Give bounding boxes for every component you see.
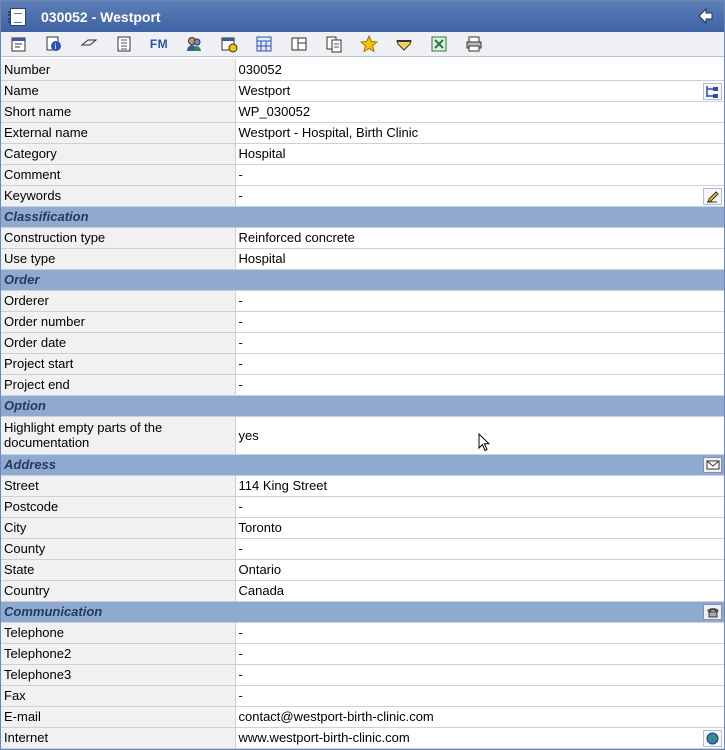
section-header-communication bbox=[1, 601, 724, 622]
field-value[interactable]: - bbox=[235, 290, 724, 311]
table-row bbox=[1, 643, 724, 664]
field-label: Postcode bbox=[1, 496, 235, 517]
table-row bbox=[1, 559, 724, 580]
field-label: E-mail bbox=[1, 706, 235, 727]
field-label: Construction type bbox=[1, 227, 235, 248]
field-label: Telephone bbox=[1, 622, 235, 643]
section-title: Communication bbox=[4, 603, 103, 619]
back-arrow-icon[interactable] bbox=[696, 7, 714, 25]
persons-icon[interactable] bbox=[184, 34, 204, 54]
table-row bbox=[1, 706, 724, 727]
properties-table bbox=[1, 59, 724, 749]
table-row bbox=[1, 685, 724, 706]
table-row bbox=[1, 164, 724, 185]
rename-icon[interactable] bbox=[79, 34, 99, 54]
layout-icon[interactable] bbox=[289, 34, 309, 54]
section-header-address bbox=[1, 454, 724, 475]
field-label: Keywords bbox=[1, 185, 235, 206]
field-value[interactable]: Reinforced concrete bbox=[235, 227, 724, 248]
favorite-star-icon[interactable] bbox=[359, 34, 379, 54]
gfk-export-icon[interactable] bbox=[429, 34, 449, 54]
field-value[interactable]: - bbox=[235, 664, 724, 685]
svg-text:i: i bbox=[54, 42, 57, 51]
field-value[interactable]: - bbox=[235, 374, 724, 395]
section-header-classification bbox=[1, 206, 724, 227]
field-value[interactable]: 030052 bbox=[235, 59, 724, 80]
table-row bbox=[1, 80, 724, 101]
field-value[interactable]: 114 King Street bbox=[235, 475, 724, 496]
field-label: Category bbox=[1, 143, 235, 164]
documents-icon[interactable] bbox=[324, 34, 344, 54]
globe-icon[interactable] bbox=[703, 730, 722, 747]
table-row bbox=[1, 727, 724, 748]
table-row bbox=[1, 496, 724, 517]
mouse-pointer-icon bbox=[478, 433, 490, 453]
table-row bbox=[1, 580, 724, 601]
field-label: Name bbox=[1, 80, 235, 101]
field-label: State bbox=[1, 559, 235, 580]
field-label: Number bbox=[1, 59, 235, 80]
calculator-icon[interactable] bbox=[254, 34, 274, 54]
section-header-option bbox=[1, 395, 724, 416]
field-label: Project end bbox=[1, 374, 235, 395]
calendar-icon[interactable] bbox=[219, 34, 239, 54]
field-value[interactable]: Westport - Hospital, Birth Clinic bbox=[235, 122, 724, 143]
table-row bbox=[1, 374, 724, 395]
table-row bbox=[1, 622, 724, 643]
field-value[interactable]: - bbox=[235, 311, 724, 332]
field-value[interactable]: - bbox=[235, 353, 724, 374]
info-icon[interactable] bbox=[44, 34, 64, 54]
keywords-value-cell[interactable] bbox=[235, 185, 724, 206]
field-label: External name bbox=[1, 122, 235, 143]
field-label: Street bbox=[1, 475, 235, 496]
field-value[interactable]: Canada bbox=[235, 580, 724, 601]
table-row bbox=[1, 248, 724, 269]
field-label: City bbox=[1, 517, 235, 538]
field-value[interactable]: Ontario bbox=[235, 559, 724, 580]
table-row bbox=[1, 122, 724, 143]
table-row bbox=[1, 290, 724, 311]
field-label: Fax bbox=[1, 685, 235, 706]
hierarchy-icon[interactable] bbox=[703, 83, 722, 100]
field-label: Order date bbox=[1, 332, 235, 353]
field-label: Short name bbox=[1, 101, 235, 122]
field-value[interactable]: - bbox=[235, 164, 724, 185]
section-header-order bbox=[1, 269, 724, 290]
table-row bbox=[1, 227, 724, 248]
field-value[interactable]: www.westport-birth-clinic.com bbox=[238, 730, 410, 745]
field-label: Project start bbox=[1, 353, 235, 374]
field-label: Highlight empty parts of the documentation bbox=[1, 416, 235, 454]
internet-value-cell[interactable] bbox=[235, 727, 724, 748]
object-sheet-icon bbox=[10, 8, 26, 26]
table-row bbox=[1, 143, 724, 164]
field-label: Internet bbox=[1, 727, 235, 748]
field-value[interactable]: - bbox=[235, 496, 724, 517]
section-title: Order bbox=[1, 269, 724, 290]
properties-icon[interactable] bbox=[9, 34, 29, 54]
table-row bbox=[1, 311, 724, 332]
section-title: Option bbox=[1, 395, 724, 416]
edit-pencil-icon[interactable] bbox=[703, 188, 722, 205]
section-title: Classification bbox=[1, 206, 724, 227]
section-header-address-cell bbox=[1, 454, 724, 475]
table-row bbox=[1, 101, 724, 122]
table-row bbox=[1, 538, 724, 559]
table-row bbox=[1, 664, 724, 685]
table-row bbox=[1, 475, 724, 496]
field-label: Comment bbox=[1, 164, 235, 185]
field-value[interactable]: contact@westport-birth-clinic.com bbox=[235, 706, 724, 727]
field-label: Order number bbox=[1, 311, 235, 332]
field-value[interactable]: yes bbox=[235, 416, 724, 454]
bookmark-icon[interactable] bbox=[394, 34, 414, 54]
section-title: Address bbox=[4, 456, 57, 472]
field-value[interactable]: - bbox=[235, 685, 724, 706]
table-row bbox=[1, 517, 724, 538]
table-row bbox=[1, 416, 724, 454]
phone-icon[interactable] bbox=[703, 604, 722, 620]
toolbar bbox=[1, 32, 724, 57]
name-value-cell[interactable] bbox=[235, 80, 724, 101]
field-value[interactable]: Toronto bbox=[235, 517, 724, 538]
field-value[interactable]: Hospital bbox=[235, 143, 724, 164]
field-label: Telephone2 bbox=[1, 643, 235, 664]
field-value[interactable]: - bbox=[238, 188, 243, 203]
field-value[interactable]: - bbox=[235, 622, 724, 643]
title-bar bbox=[1, 1, 724, 32]
envelope-icon[interactable] bbox=[703, 457, 722, 473]
field-label: Telephone3 bbox=[1, 664, 235, 685]
window-title: 030052 - Westport bbox=[41, 8, 161, 25]
table-row bbox=[1, 185, 724, 206]
field-value[interactable]: Westport bbox=[238, 83, 291, 98]
field-label: County bbox=[1, 538, 235, 559]
print-icon[interactable] bbox=[464, 34, 484, 54]
field-value[interactable]: Hospital bbox=[235, 248, 724, 269]
table-row bbox=[1, 59, 724, 80]
section-header-communication-cell bbox=[1, 601, 724, 622]
field-value[interactable]: - bbox=[235, 538, 724, 559]
field-label: Country bbox=[1, 580, 235, 601]
fm-icon[interactable]: FM bbox=[149, 37, 169, 51]
table-row bbox=[1, 353, 724, 374]
field-label: Orderer bbox=[1, 290, 235, 311]
table-row bbox=[1, 332, 724, 353]
field-value[interactable]: - bbox=[235, 643, 724, 664]
structure-icon[interactable] bbox=[114, 34, 134, 54]
field-label: Use type bbox=[1, 248, 235, 269]
field-value[interactable]: WP_030052 bbox=[235, 101, 724, 122]
field-value[interactable]: - bbox=[235, 332, 724, 353]
